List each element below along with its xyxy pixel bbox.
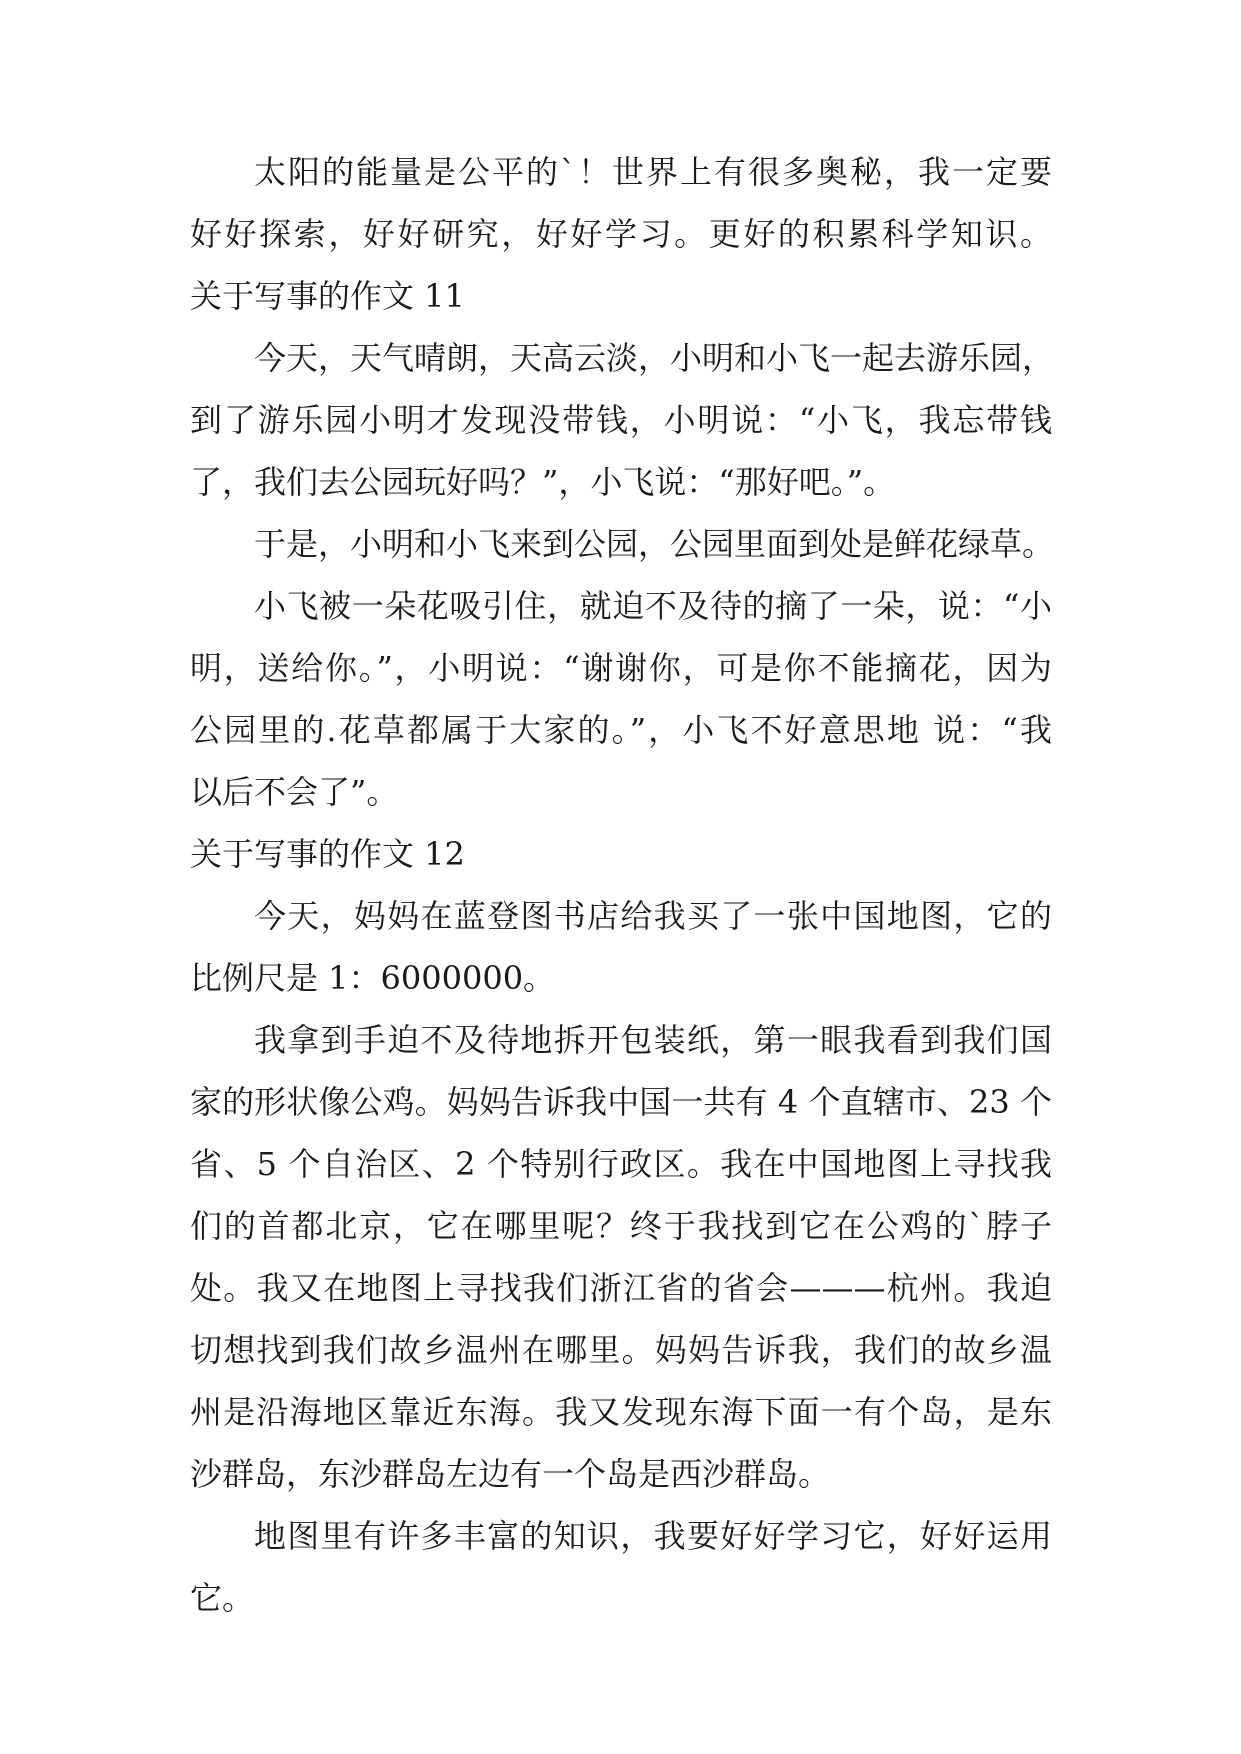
text-line: 省、5 个自治区、2 个特别行政区。我在中国地图上寻找我 [190, 1145, 1052, 1183]
text-line: 处。我又在地图上寻找我们浙江省的省会———杭州。我迫 [190, 1269, 1052, 1307]
text-line: 小飞被一朵花吸引住，就迫不及待的摘了一朵，说：“小 [254, 587, 1052, 625]
text-line: 于是，小明和小飞来到公园，公园里面到处是鲜花绿草。 [254, 525, 1055, 563]
text-line: 公园里的.花草都属于大家的。”，小飞不好意思地 说：“我 [190, 711, 1052, 749]
text-line: 沙群岛，东沙群岛左边有一个岛是西沙群岛。 [190, 1455, 831, 1493]
text-line: 太阳的能量是公平的`！世界上有很多奥秘，我一定要 [254, 153, 1052, 191]
text-line: 比例尺是 1：6000000。 [190, 959, 556, 997]
section-title: 关于写事的作文 11 [190, 277, 465, 315]
text-line: 明，送给你。”，小明说：“谢谢你，可是你不能摘花，因为 [190, 649, 1052, 687]
text-line: 以后不会了”。 [190, 773, 399, 811]
text-line: 它。 [190, 1579, 255, 1617]
text-line: 家的形状像公鸡。妈妈告诉我中国一共有 4 个直辖市、23 个 [190, 1083, 1052, 1121]
text-line: 今天，天气晴朗，天高云淡，小明和小飞一起去游乐园， [254, 339, 1055, 377]
text-line: 我拿到手迫不及待地拆开包装纸，第一眼我看到我们国 [254, 1021, 1052, 1059]
text-line: 州是沿海地区靠近东海。我又发现东海下面一有个岛，是东 [190, 1393, 1052, 1431]
text-line: 切想找到我们故乡温州在哪里。妈妈告诉我，我们的故乡温 [190, 1331, 1052, 1369]
text-line: 们的首都北京，它在哪里呢？终于我找到它在公鸡的`脖子 [190, 1207, 1052, 1245]
text-line: 好好探索，好好研究，好好学习。更好的积累科学知识。 [190, 215, 1052, 253]
text-line: 今天，妈妈在蓝登图书店给我买了一张中国地图，它的 [254, 897, 1052, 935]
text-line: 到了游乐园小明才发现没带钱，小明说：“小飞，我忘带钱 [190, 401, 1052, 439]
section-title: 关于写事的作文 12 [190, 835, 465, 873]
text-line: 地图里有许多丰富的知识，我要好好学习它，好好运用 [254, 1517, 1052, 1555]
text-line: 了，我们去公园玩好吗？”，小飞说：“那好吧。”。 [190, 463, 896, 501]
